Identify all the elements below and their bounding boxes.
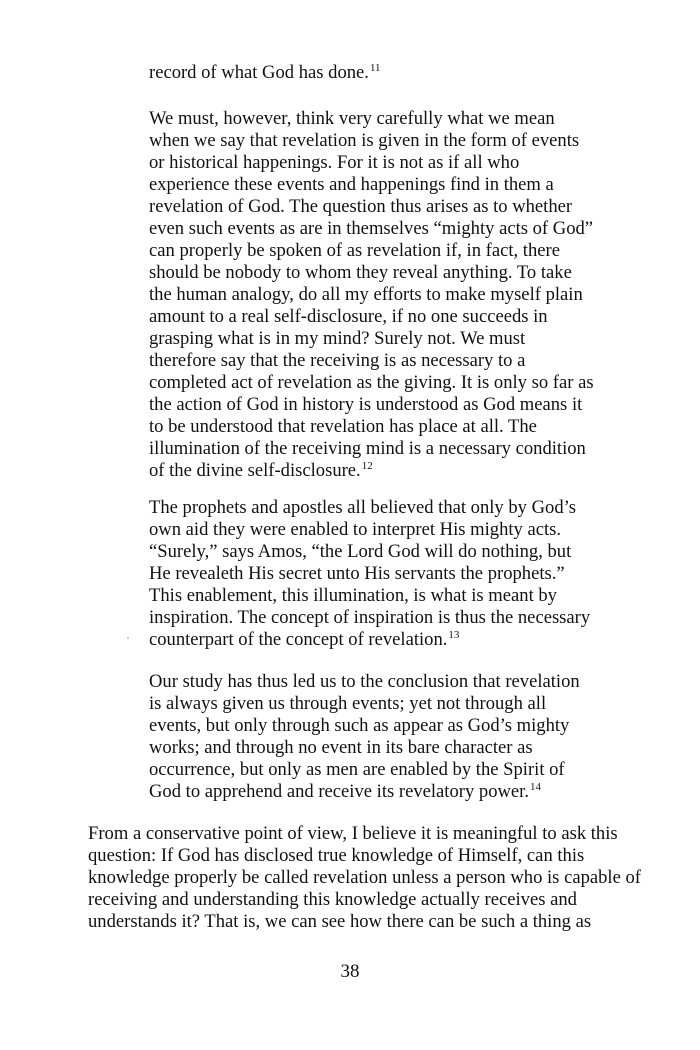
quote-paragraph [149, 497, 594, 651]
quote-text: We must, however, think very carefully what we mean when we say that revelation is given in the form of events or historical happenings. For it is not as if all who experience these events and happenings find in them a revelation of God. The question thus arises as to whether even such events as are in themselves “mighty acts of God” can properly be spoken of as revelation if, in fact, there should be nobody to whom they reveal anything. To take the human analogy, do all my efforts to make myself plain amount to a real self-disclosure, if no one succeeds in grasping what is in my mind? Surely not. We must therefore say that the receiving is as necessary to a completed act of revelation as the giving. It is only so far as the action of God in history is understood as God means it to be understood that revelation has place at all. The illumination of the receiving mind is a necessary condition of the divine self-disclosure. [149, 108, 594, 481]
footnote-marker: 14 [530, 781, 541, 793]
block-quote-4 [149, 671, 594, 803]
block-quote-1 [149, 62, 594, 84]
quote-paragraph [149, 671, 594, 803]
page-number: 38 [340, 961, 360, 982]
quote-paragraph [149, 62, 594, 84]
footnote-marker: 13 [448, 629, 460, 641]
quote-text: The prophets and apostles all believed that only by God’s own aid they were enabled to interpret His mighty acts. “Surely,” says Amos, “the Lord God will do nothing, but He revealeth His secret unto His servants the prophets.” This enablement, this illumination, is what is meant by inspiration. The concept of inspiration is thus the necessary counterpart of the concept of revelation. [149, 497, 591, 650]
quote-paragraph [149, 108, 594, 482]
body-paragraph: From a conservative point of view, I believe it is meaningful to ask this question: If God has disclosed true knowledge of Himself, can this knowledge properly be called revelation unless a person who is capable of receiving and understanding this knowledge actually receives and understands it? That is, we can see how there can be such a thing as [88, 823, 641, 932]
block-quote-3 [149, 497, 594, 651]
scan-speck [127, 637, 129, 639]
quote-text: record of what God has done. [149, 62, 369, 83]
footnote-marker: 11 [369, 62, 381, 74]
quote-text: Our study has thus led us to the conclusion that revelation is always given us through events; yet not through all events, but only through such as appear as God’s mighty works; and through no event in its bare character as occurrence, but only as men are enabled by the Spirit of God to apprehend and receive its revelatory power. [149, 671, 580, 802]
block-quote-2 [149, 108, 594, 482]
footnote-marker: 12 [361, 460, 373, 472]
